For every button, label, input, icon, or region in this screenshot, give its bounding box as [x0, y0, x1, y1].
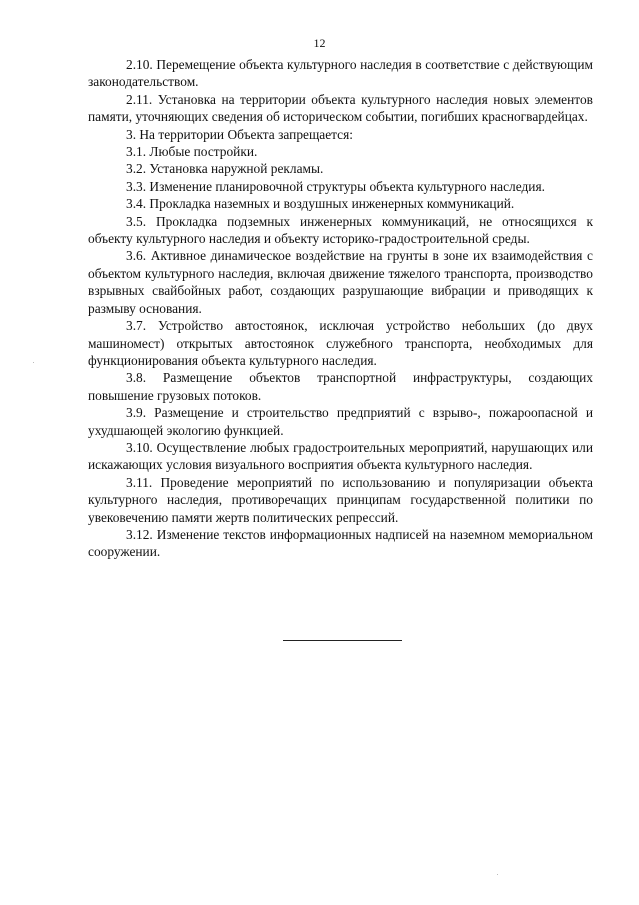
paragraph-3-6: 3.6. Активное динамическое воздействие на грунты в зоне их взаимодействия с объектом культурного наследия, включая движение тяжелого транспорта, производство взрывных свайбойных работ, создающих разрушающие вибрации и приводящих к размыву основания. — [88, 248, 593, 316]
paragraph-2-10: 2.10. Перемещение объекта культурного наследия в соответствие с действующим законодательством. — [88, 57, 593, 90]
scan-speck — [33, 362, 34, 363]
paragraph-3-9: 3.9. Размещение и строительство предприятий с взрыво-, пожароопасной и ухудшающей экологию функцией. — [88, 405, 593, 438]
paragraph-3-11: 3.11. Проведение мероприятий по использованию и популяризации объекта культурного наследия, противоречащих принципам государственной политики по увековечению памяти жертв политических репрессий. — [88, 474, 593, 525]
paragraph-3-heading: 3. На территории Объекта запрещается: — [126, 126, 353, 142]
paragraph-3-10: 3.10. Осуществление любых градостроительных мероприятий, нарушающих или искажающих условия визуального восприятия объекта культурного наследия. — [88, 439, 593, 473]
paragraph-3-4: 3.4. Прокладка наземных и воздушных инженерных коммуникаций. — [126, 196, 515, 212]
paragraph-3-5: 3.5. Прокладка подземных инженерных коммуникаций, не относящихся к объекту культурного наследия и объекту историко-градостроительной среды. — [88, 213, 593, 247]
closing-rule — [283, 640, 402, 641]
page-number: 12 — [313, 36, 326, 50]
paragraph-3-2: 3.2. Установка наружной рекламы. — [126, 161, 324, 177]
document-body — [88, 56, 593, 561]
paragraph-3-7: 3.7. Устройство автостоянок, исключая устройство небольших (до двух машиномест) открытых автостоянок служебного транспорта, необходимых для функционирования объекта культурного наследия. — [88, 318, 593, 368]
paragraph-3-3: 3.3. Изменение планировочной структуры объекта культурного наследия. — [126, 178, 545, 194]
paragraph-3-1: 3.1. Любые постройки. — [126, 144, 258, 160]
paragraph-3-12: 3.12. Изменение текстов информационных надписей на наземном мемориальном сооружении. — [88, 526, 593, 560]
paragraph-2-11: 2.11. Установка на территории объекта культурного наследия новых элементов памяти, уточняющих сведения об историческом событии, погибших красногвардейцах. — [88, 91, 593, 125]
paragraph-3-8: 3.8. Размещение объектов транспортной инфраструктуры, создающих повышение грузовых потоков. — [88, 370, 593, 403]
scan-speck — [497, 874, 498, 875]
